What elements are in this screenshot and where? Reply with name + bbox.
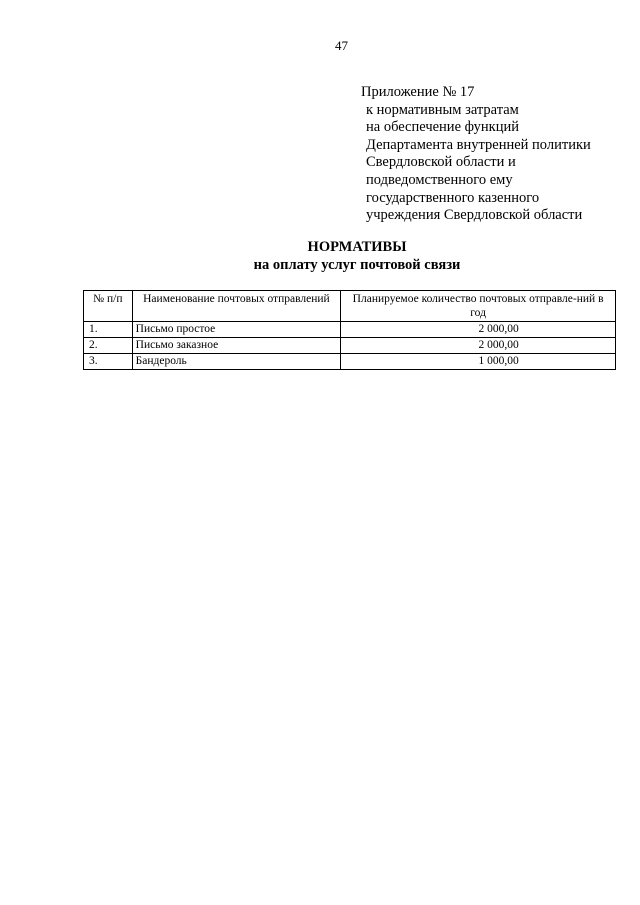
cell-name: Бандероль — [132, 354, 341, 370]
title-main: НОРМАТИВЫ — [307, 239, 407, 255]
table-row — [84, 322, 616, 338]
cell-num: 1. — [84, 322, 133, 338]
cell-num: 2. — [84, 338, 133, 354]
appendix-line: Департамента внутренней политики — [366, 136, 591, 153]
cell-name: Письмо простое — [132, 322, 341, 338]
appendix-line: на обеспечение функций — [366, 119, 520, 136]
cell-name: Письмо заказное — [132, 338, 341, 354]
appendix-line: подведомственного ему — [366, 171, 513, 188]
table-row — [84, 354, 616, 370]
cell-num: 3. — [84, 354, 133, 370]
appendix-line: к нормативным затратам — [366, 101, 519, 118]
table-row — [84, 338, 616, 354]
header-name: Наименование почтовых отправлений — [132, 291, 341, 322]
table-header-row — [84, 291, 616, 322]
page-number: 47 — [335, 38, 348, 53]
norms-table — [83, 290, 616, 370]
appendix-line: государственного казенного — [366, 189, 540, 206]
appendix-line: Свердловской области и — [366, 154, 516, 171]
document-title — [80, 238, 634, 274]
title-subtitle: на оплату услуг почтовой связи — [253, 257, 461, 273]
cell-quantity: 2 000,00 — [341, 338, 616, 354]
cell-quantity: 2 000,00 — [341, 322, 616, 338]
header-quantity: Планируемое количество почтовых отправле-ний в год — [341, 291, 616, 322]
appendix-line: Приложение № 17 — [361, 84, 475, 100]
header-num: № п/п — [84, 291, 133, 322]
cell-quantity: 1 000,00 — [341, 354, 616, 370]
appendix-line: учреждения Свердловской области — [366, 207, 583, 224]
appendix-block — [361, 84, 631, 225]
